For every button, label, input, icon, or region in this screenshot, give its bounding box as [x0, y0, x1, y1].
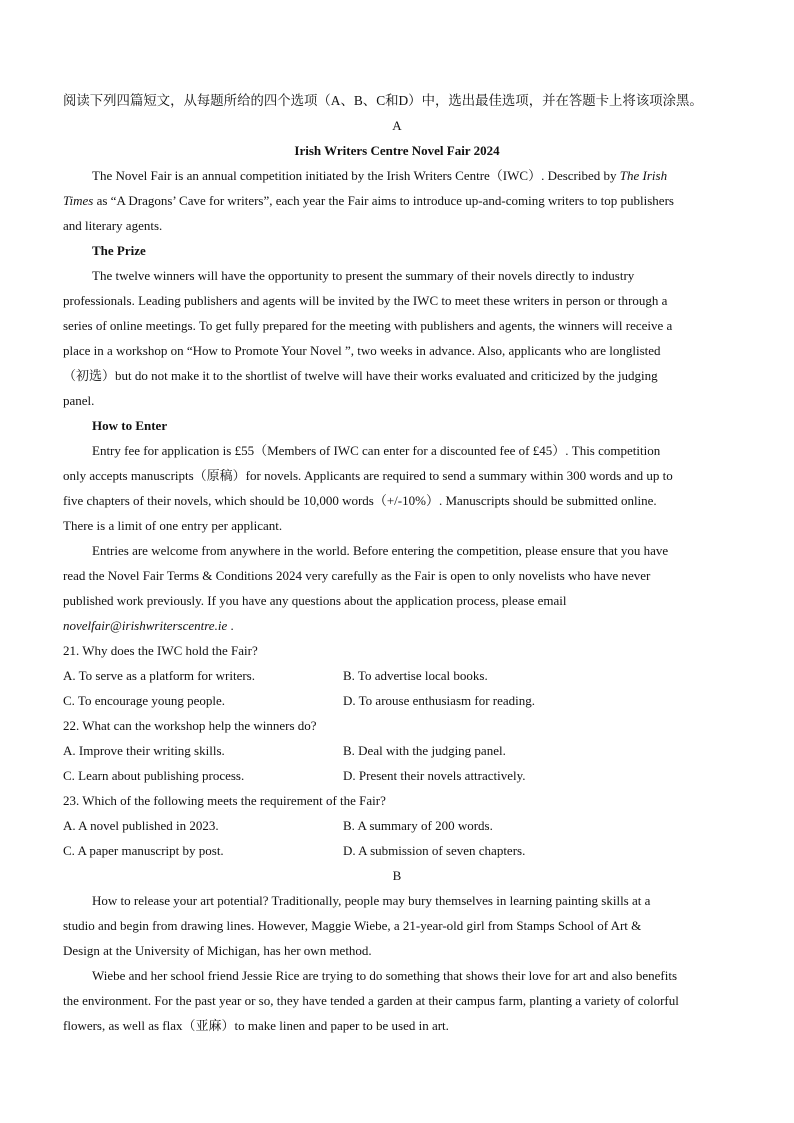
text-run: as “A Dragons’ Cave for writers”, each year the Fair aims to introduce up-and-coming writers to top publishers [93, 193, 674, 208]
passage-a-p2-line3: series of online meetings. To get fully prepared for the meeting with publishers and agents, the winners will receive a [63, 318, 673, 333]
option-c: C. A paper manuscript by post. [63, 843, 224, 858]
passage-b-p2-line3: flowers, as well as flax（亚麻）to make linen and paper to be used in art. [63, 1018, 449, 1033]
heading-the-prize: The Prize [92, 243, 146, 258]
question-22-options-ab [63, 738, 731, 763]
question-21-options-cd [63, 688, 731, 713]
option-a: A. A novel published in 2023. [63, 818, 219, 833]
passage-a-p3-line3: five chapters of their novels, which should be 10,000 words（+/-10%）. Manuscripts should be submitted online. [63, 493, 657, 508]
passage-a-p3-line1: Entry fee for application is £55（Members of IWC can enter for a discounted fee of £45）. This competition [92, 443, 661, 458]
passage-b-p2-line2: the environment. For the past year or so, they have tended a garden at their campus farm, planting a variety of colorful [63, 993, 679, 1008]
passage-a-p1-line2 [63, 188, 731, 213]
email-address: novelfair@irishwriterscentre.ie [63, 618, 228, 633]
option-b: B. A summary of 200 words. [343, 818, 493, 833]
option-d: D. Present their novels attractively. [343, 768, 526, 783]
passage-a-p1-line3: and literary agents. [63, 218, 163, 233]
option-c: C. Learn about publishing process. [63, 768, 245, 783]
passage-a-p3-line2: only accepts manuscripts（原稿）for novels. Applicants are required to send a summary within 300 words and up to [63, 468, 673, 483]
passage-a-letter: A [392, 118, 402, 133]
passage-a-p2-line2: professionals. Leading publishers and agents will be invited by the IWC to meet these writers in person or through a [63, 293, 668, 308]
option-a: A. Improve their writing skills. [63, 743, 225, 758]
passage-a-p4-line3: published work previously. If you have any questions about the application process, please email [63, 593, 567, 608]
question-22-stem: 22. What can the workshop help the winners do? [63, 718, 317, 733]
option-a: A. To serve as a platform for writers. [63, 668, 255, 683]
passage-b-letter: B [392, 868, 402, 883]
document-page [63, 88, 731, 1038]
question-21-options-ab [63, 663, 731, 688]
option-b: B. Deal with the judging panel. [343, 743, 506, 758]
passage-b-p1-line2: studio and begin from drawing lines. However, Maggie Wiebe, a 21-year-old girl from Stamps School of Art & [63, 918, 642, 933]
heading-how-to-enter: How to Enter [92, 418, 168, 433]
question-23-options-cd [63, 838, 731, 863]
passage-b-p1-line1: How to release your art potential? Traditionally, people may bury themselves in learning painting skills at a [92, 893, 651, 908]
option-b: B. To advertise local books. [343, 668, 488, 683]
passage-a-p2-line5: （初选）but do not make it to the shortlist of twelve will have their works evaluated and criticized by the judging [63, 368, 658, 383]
instruction-text: 阅读下列四篇短文，从每题所给的四个选项（A、B、C和D）中，选出最佳选项，并在答题卡上将该项涂黑。 [63, 93, 703, 108]
question-21-stem: 21. Why does the IWC hold the Fair? [63, 643, 258, 658]
text-run: The Novel Fair is an annual competition initiated by the Irish Writers Centre（IWC）. Described by [92, 168, 620, 183]
passage-b-p2-line1: Wiebe and her school friend Jessie Rice are trying to do something that shows their love for art and also benefits [92, 968, 678, 983]
passage-a-p2-line4: place in a workshop on “How to Promote Your Novel ”, two weeks in advance. Also, applicants who are longlisted [63, 343, 661, 358]
newspaper-name-italic: The Irish [619, 168, 668, 183]
question-22-options-cd [63, 763, 731, 788]
option-d: D. To arouse enthusiasm for reading. [343, 693, 535, 708]
passage-a-p2-line1: The twelve winners will have the opportunity to present the summary of their novels directly to industry [92, 268, 635, 283]
passage-a-p4-line1: Entries are welcome from anywhere in the world. Before entering the competition, please ensure that you have [92, 543, 669, 558]
option-d: D. A submission of seven chapters. [343, 843, 526, 858]
question-23-stem: 23. Which of the following meets the requirement of the Fair? [63, 793, 386, 808]
passage-a-title: Irish Writers Centre Novel Fair 2024 [294, 143, 500, 158]
text-run: . [227, 618, 234, 633]
passage-a-p3-line4: There is a limit of one entry per applicant. [63, 518, 283, 533]
passage-a-p4-line4 [63, 613, 731, 638]
passage-a-p4-line2: read the Novel Fair Terms & Conditions 2024 very carefully as the Fair is open to only novelists who have never [63, 568, 651, 583]
newspaper-name-italic: Times [63, 193, 94, 208]
passage-b-p1-line3: Design at the University of Michigan, has her own method. [63, 943, 372, 958]
option-c: C. To encourage young people. [63, 693, 226, 708]
passage-a-p1-line1 [63, 163, 731, 188]
passage-a-p2-line6: panel. [63, 393, 95, 408]
question-23-options-ab [63, 813, 731, 838]
